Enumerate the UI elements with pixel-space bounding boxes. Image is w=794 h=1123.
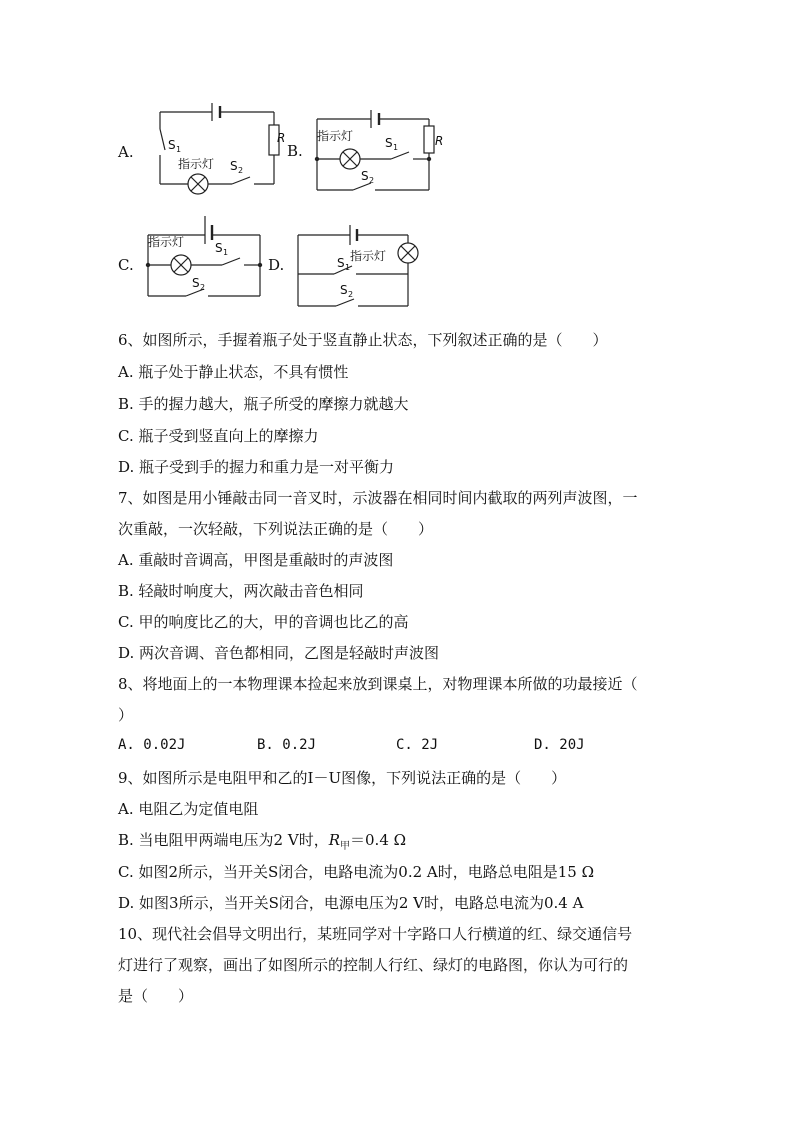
- circuit-diagram-b: [305, 102, 450, 197]
- svg-text:S: S: [337, 256, 345, 270]
- question-8-option-d: D. 20J: [534, 737, 585, 753]
- option-d-label: D.: [268, 256, 285, 274]
- svg-text:S: S: [230, 159, 238, 173]
- question-8-option-c: C. 2J: [396, 737, 439, 753]
- question-8-options: [118, 737, 678, 757]
- question-8-stem-line2: ）: [118, 706, 134, 724]
- question-9-option-a: A. 电阻乙为定值电阻: [118, 800, 259, 818]
- question-9-option-b-text: B. 当电阻甲两端电压为2 V时，: [118, 831, 329, 849]
- svg-text:2: 2: [369, 176, 375, 185]
- svg-text:指示灯: 指示灯: [148, 235, 185, 249]
- question-8-option-a: A. 0.02J: [118, 737, 186, 753]
- question-6-option-b: B. 手的握力越大，瓶子所受的摩擦力就越大: [118, 395, 409, 413]
- svg-text:S: S: [168, 138, 176, 152]
- question-9-option-b-value: ＝0.4 Ω: [350, 831, 407, 849]
- switch-s1-blade: [160, 129, 165, 150]
- question-7-option-b: B. 轻敲时响度大，两次敲击音色相同: [118, 582, 364, 600]
- question-10-stem-line2: 灯进行了观察，画出了如图所示的控制人行红、绿灯的电路图，你认为可行的: [118, 956, 629, 974]
- svg-text:指示灯: 指示灯: [317, 129, 354, 143]
- circuit-diagram-d: [290, 222, 425, 310]
- svg-text:S: S: [192, 276, 200, 290]
- svg-text:1: 1: [223, 248, 229, 257]
- question-7-stem-line1: 7、如图是用小锤敲击同一音叉时，示波器在相同时间内截取的两列声波图，一: [118, 489, 638, 507]
- resistance-symbol: R: [328, 831, 341, 849]
- question-7-option-c: C. 甲的响度比乙的大，甲的音调也比乙的高: [118, 613, 409, 631]
- svg-text:S: S: [340, 283, 348, 297]
- question-6-option-d: D. 瓶子受到手的握力和重力是一对平衡力: [118, 458, 395, 476]
- svg-text:1: 1: [393, 143, 399, 152]
- question-8-option-b: B. 0.2J: [257, 737, 317, 753]
- question-6-option-a: A. 瓶子处于静止状态，不具有惯性: [118, 363, 349, 381]
- circuit-diagram-a: [150, 95, 285, 195]
- svg-text:S: S: [361, 169, 369, 183]
- switch-s2-blade: [232, 177, 250, 184]
- svg-text:R: R: [435, 134, 444, 148]
- question-8-stem-line1: 8、将地面上的一本物理课本捡起来放到课桌上，对物理课本所做的功最接近（: [118, 675, 638, 693]
- svg-text:1: 1: [345, 263, 351, 272]
- option-c-label: C.: [118, 256, 134, 274]
- question-6-option-c: C. 瓶子受到竖直向上的摩擦力: [118, 427, 319, 445]
- question-6-stem: 6、如图所示，手握着瓶子处于竖直静止状态，下列叙述正确的是（ ）: [118, 331, 608, 349]
- option-a-label: A.: [118, 143, 134, 161]
- svg-text:S: S: [385, 136, 393, 150]
- question-7-option-d: D. 两次音调、音色都相同，乙图是轻敲时声波图: [118, 644, 440, 662]
- question-7-stem-line2: 次重敲，一次轻敲，下列说法正确的是（ ）: [118, 520, 434, 538]
- svg-text:指示灯: 指示灯: [178, 157, 215, 171]
- question-7-option-a: A. 重敲时音调高，甲图是重敲时的声波图: [118, 551, 394, 569]
- svg-text:2: 2: [348, 290, 354, 299]
- svg-text:S: S: [215, 241, 223, 255]
- question-10-stem-line3: 是（ ）: [118, 987, 194, 1005]
- svg-text:R: R: [277, 131, 286, 145]
- circuit-diagram-c: [140, 208, 270, 303]
- svg-text:2: 2: [200, 283, 206, 292]
- svg-text:1: 1: [176, 145, 182, 154]
- option-b-label: B.: [287, 142, 303, 160]
- question-9-stem: 9、如图所示是电阻甲和乙的I－U图像，下列说法正确的是（ ）: [118, 769, 567, 787]
- svg-text:2: 2: [238, 166, 244, 175]
- question-9-option-c: C. 如图2所示，当开关S闭合，电路电流为0.2 A时，电路总电阻是15 Ω: [118, 863, 595, 881]
- resistance-subscript: 甲: [340, 841, 351, 852]
- svg-text:指示灯: 指示灯: [350, 249, 387, 263]
- question-9-option-d: D. 如图3所示，当开关S闭合，电源电压为2 V时，电路总电流为0.4 A: [118, 894, 584, 912]
- question-10-stem-line1: 10、现代社会倡导文明出行，某班同学对十字路口人行横道的红、绿交通信号: [118, 925, 633, 943]
- question-9-option-b: [118, 830, 406, 857]
